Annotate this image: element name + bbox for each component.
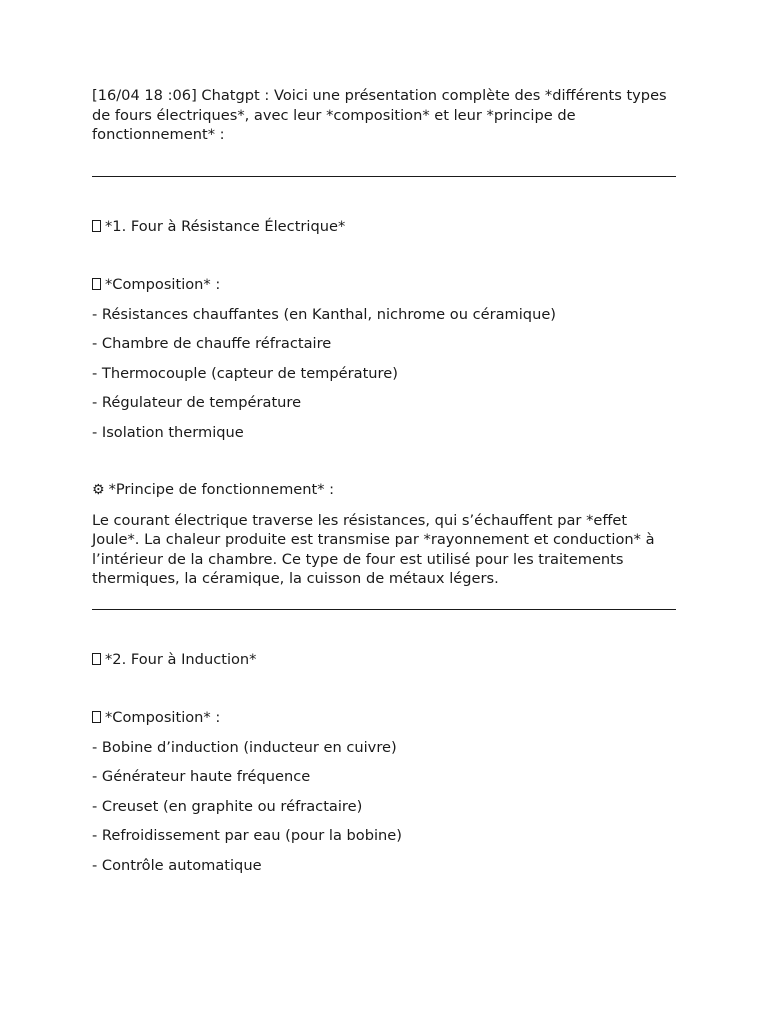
missing-glyph-icon bbox=[92, 278, 101, 290]
section-1-composition-label bbox=[92, 275, 676, 295]
intro-text: [16/04 18 :06] Chatgpt : Voici une présentation complète des *différents types de fours électriques*, avec leur *composition* et leur *principe de fonctionnement* : bbox=[92, 87, 667, 143]
missing-glyph-icon bbox=[92, 653, 101, 665]
composition-label-text: *Composition* : bbox=[105, 276, 221, 293]
list-item: - Refroidissement par eau (pour la bobine) bbox=[92, 827, 402, 845]
document-page bbox=[92, 86, 676, 875]
section-2-composition-label bbox=[92, 708, 676, 728]
section-1-title bbox=[92, 217, 676, 237]
section-2-title bbox=[92, 650, 676, 670]
horizontal-rule bbox=[92, 176, 676, 177]
list-item: - Régulateur de température bbox=[92, 394, 302, 411]
section-2-title-text: *2. Four à Induction* bbox=[105, 650, 257, 668]
list-item: - Thermocouple (capteur de température) bbox=[92, 364, 398, 382]
list-item: - Chambre de chauffe réfractaire bbox=[92, 335, 332, 352]
missing-glyph-icon bbox=[92, 220, 101, 232]
list-item: - Contrôle automatique bbox=[92, 856, 262, 874]
section-2-composition-list bbox=[92, 738, 676, 876]
list-item: - Isolation thermique bbox=[92, 423, 244, 441]
list-item: - Résistances chauffantes (en Kanthal, nichrome ou céramique) bbox=[92, 305, 556, 323]
section-1-title-text: *1. Four à Résistance Électrique* bbox=[105, 217, 346, 235]
section-1-principle-label bbox=[92, 480, 676, 501]
section-1-composition-list bbox=[92, 305, 676, 443]
section-1-principle-text: Le courant électrique traverse les résistances, qui s’échauffent par *effet Joule*. La chaleur produite est transmise par *rayonnement et conduction* à l’intérieur de la chambre. Ce type de four est utilisé pour les traitements thermiques, la céramique, la cuisson de métaux légers. bbox=[92, 511, 655, 588]
horizontal-rule bbox=[92, 609, 676, 610]
list-item: - Creuset (en graphite ou réfractaire) bbox=[92, 797, 363, 815]
principle-label-text: *Principe de fonctionnement* : bbox=[108, 481, 335, 498]
list-item: - Bobine d’induction (inducteur en cuivre) bbox=[92, 738, 397, 756]
list-item: - Générateur haute fréquence bbox=[92, 768, 311, 786]
composition-label-text: *Composition* : bbox=[105, 709, 221, 727]
missing-glyph-icon bbox=[92, 711, 101, 723]
gear-icon: ⚙ bbox=[92, 482, 105, 498]
